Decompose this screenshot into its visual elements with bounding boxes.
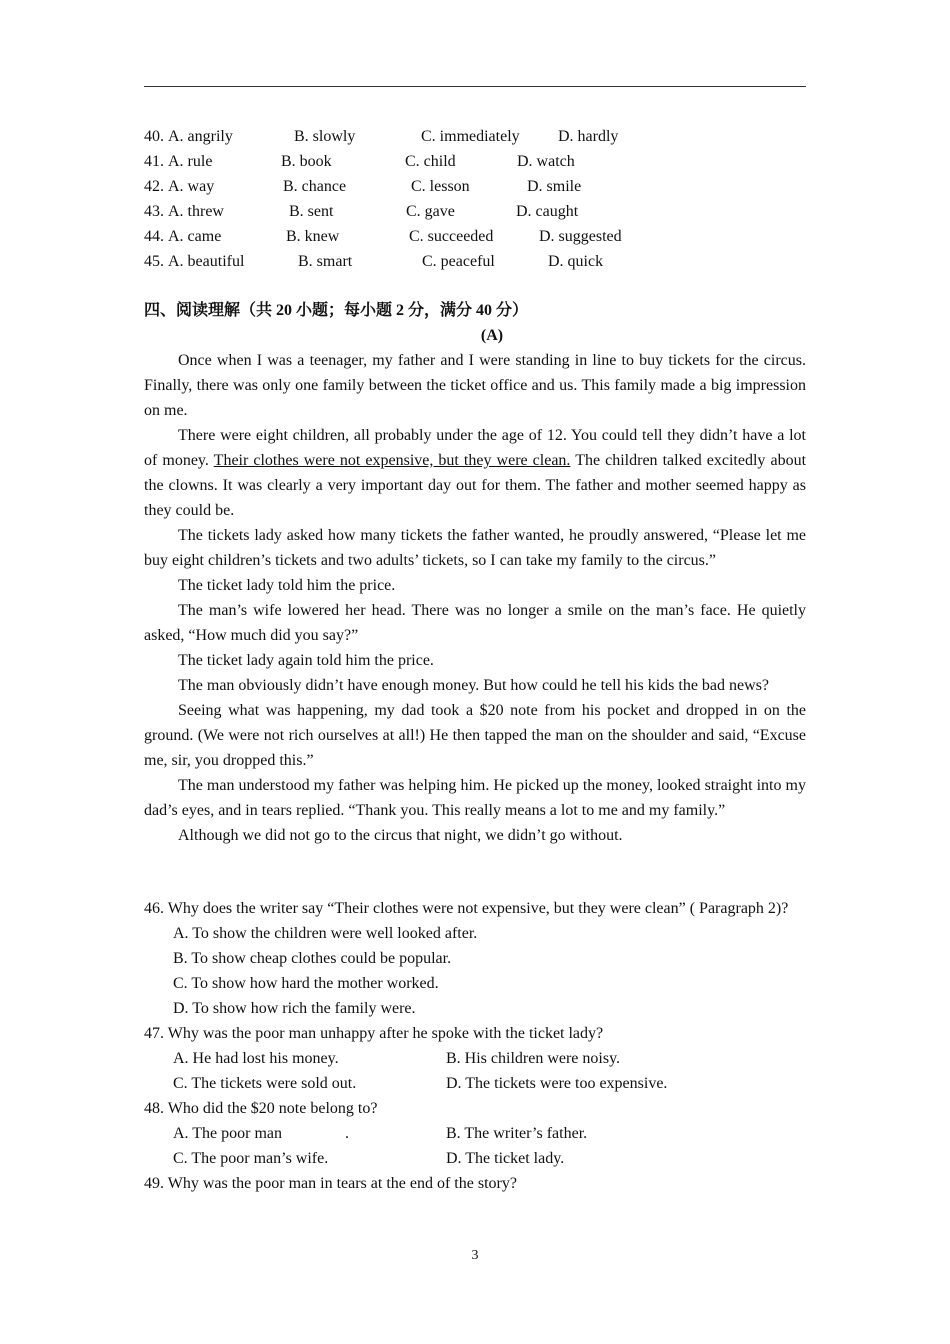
- passage-paragraph-6: The ticket lady again told him the price.: [178, 652, 434, 669]
- option-number: 40.: [144, 128, 164, 145]
- paragraph-2-text-before: There were eight children, all probably under the age of 12. You could tell they didn’t have a lot of money.: [144, 427, 806, 469]
- option-c: C. lesson: [411, 178, 470, 195]
- option-row-40: [144, 124, 806, 149]
- option-row-45: [144, 249, 806, 274]
- question-47-choices-cd: [144, 1071, 806, 1096]
- question-47-choice-c: C. The tickets were sold out.: [173, 1075, 357, 1092]
- option-c: C. succeeded: [409, 228, 494, 245]
- option-a: A. threw: [168, 203, 224, 220]
- option-d: D. quick: [548, 253, 604, 270]
- passage-paragraph-7: The man obviously didn’t have enough money. But how could he tell his kids the bad news?: [178, 677, 770, 694]
- option-row-43: [144, 199, 806, 224]
- passage-paragraph-4: The ticket lady told him the price.: [178, 577, 396, 594]
- question-48-choice-a: A. The poor man: [173, 1125, 283, 1142]
- option-b: B. chance: [283, 178, 347, 195]
- option-b: B. book: [281, 153, 332, 170]
- question-46-choice-d: D. To show how rich the family were.: [173, 1000, 416, 1017]
- questions: [144, 896, 806, 1196]
- question-48-stem: 48. Who did the $20 note belong to?: [144, 1100, 378, 1117]
- option-c: C. gave: [406, 203, 455, 220]
- option-number: 45.: [144, 253, 164, 270]
- passage-paragraph-9: The man understood my father was helping him. He picked up the money, looked straight into my dad’s eyes, and in tears replied. “Thank you. This really means a lot to me and my family.”: [144, 777, 806, 819]
- passage-paragraph-5: The man’s wife lowered her head. There was no longer a smile on the man’s face. He quietly asked, “How much did you say?”: [144, 602, 806, 644]
- question-48-choice-a-dot: .: [345, 1125, 349, 1142]
- question-47-stem: 47. Why was the poor man unhappy after he spoke with the ticket lady?: [144, 1025, 604, 1042]
- passage-paragraph-2: [144, 423, 806, 523]
- option-a: A. way: [168, 178, 215, 195]
- question-47-choice-d: D. The tickets were too expensive.: [446, 1075, 668, 1092]
- question-46-stem: 46. Why does the writer say “Their clothes were not expensive, but they were clean” ( Paragraph 2)?: [144, 900, 789, 917]
- option-a: A. angrily: [168, 128, 233, 145]
- passage-paragraph-3: The tickets lady asked how many tickets the father wanted, he proudly answered, “Please let me buy eight children’s tickets and two adults’ tickets, so I can take my family to the circus.”: [144, 527, 806, 569]
- option-c: C. immediately: [421, 128, 520, 145]
- question-48-choices-cd: [144, 1146, 806, 1171]
- question-46-choice-b: B. To show cheap clothes could be popular.: [173, 950, 452, 967]
- option-number: 42.: [144, 178, 164, 195]
- option-b: B. smart: [298, 253, 353, 270]
- option-number: 43.: [144, 203, 164, 220]
- question-48-choices-ab: [144, 1121, 806, 1146]
- option-c: C. child: [405, 153, 456, 170]
- question-49-stem: 49. Why was the poor man in tears at the end of the story?: [144, 1175, 517, 1192]
- header-rule: [144, 86, 806, 87]
- reading-passage: [144, 348, 806, 848]
- passage-paragraph-8: Seeing what was happening, my dad took a $20 note from his pocket and dropped in on the ground. (We were not rich ourselves at all!) He then tapped the man on the shoulder and said, “Excuse me, sir, you dropped this.”: [144, 702, 806, 769]
- question-46-choice-c: C. To show how hard the mother worked.: [173, 975, 439, 992]
- passage-label: (A): [480, 327, 504, 344]
- option-d: D. smile: [527, 178, 582, 195]
- option-number: 41.: [144, 153, 164, 170]
- question-46-choice-a: A. To show the children were well looked after.: [173, 925, 478, 942]
- passage-paragraph-1: Once when I was a teenager, my father and I were standing in line to buy tickets for the circus. Finally, there was only one family between the ticket office and us. This family made a big impression on me.: [144, 352, 806, 419]
- option-b: B. slowly: [294, 128, 356, 145]
- option-b: B. sent: [289, 203, 334, 220]
- option-row-42: [144, 174, 806, 199]
- page-number: 3: [471, 1248, 479, 1263]
- paragraph-2-text-after: The children talked excitedly about the clowns. It was clearly a very important day out for them. The father and mother seemed happy as they could be.: [144, 452, 807, 519]
- underlined-sentence: Their clothes were not expensive, but they were clean.: [213, 452, 571, 469]
- option-b: B. knew: [286, 228, 340, 245]
- option-number: 44.: [144, 228, 164, 245]
- option-a: A. came: [168, 228, 222, 245]
- option-a: A. beautiful: [168, 253, 245, 270]
- option-c: C. peaceful: [422, 253, 495, 270]
- passage-paragraph-10: Although we did not go to the circus that night, we didn’t go without.: [178, 827, 623, 844]
- question-47-choice-b: B. His children were noisy.: [446, 1050, 621, 1067]
- option-d: D. hardly: [558, 128, 619, 145]
- cloze-options: [144, 124, 806, 274]
- question-48-choice-d: D. The ticket lady.: [446, 1150, 565, 1167]
- question-48-choice-b: B. The writer’s father.: [446, 1125, 588, 1142]
- option-d: D. watch: [517, 153, 575, 170]
- question-47-choice-a: A. He had lost his money.: [173, 1050, 339, 1067]
- question-48-choice-c: C. The poor man’s wife.: [173, 1150, 329, 1167]
- option-row-41: [144, 149, 806, 174]
- option-a: A. rule: [168, 153, 213, 170]
- option-d: D. suggested: [539, 228, 622, 245]
- section-heading: 四、阅读理解（共 20 小题；每小题 2 分，满分 40 分）: [144, 302, 529, 319]
- question-47-choices-ab: [144, 1046, 806, 1071]
- option-d: D. caught: [516, 203, 579, 220]
- option-row-44: [144, 224, 806, 249]
